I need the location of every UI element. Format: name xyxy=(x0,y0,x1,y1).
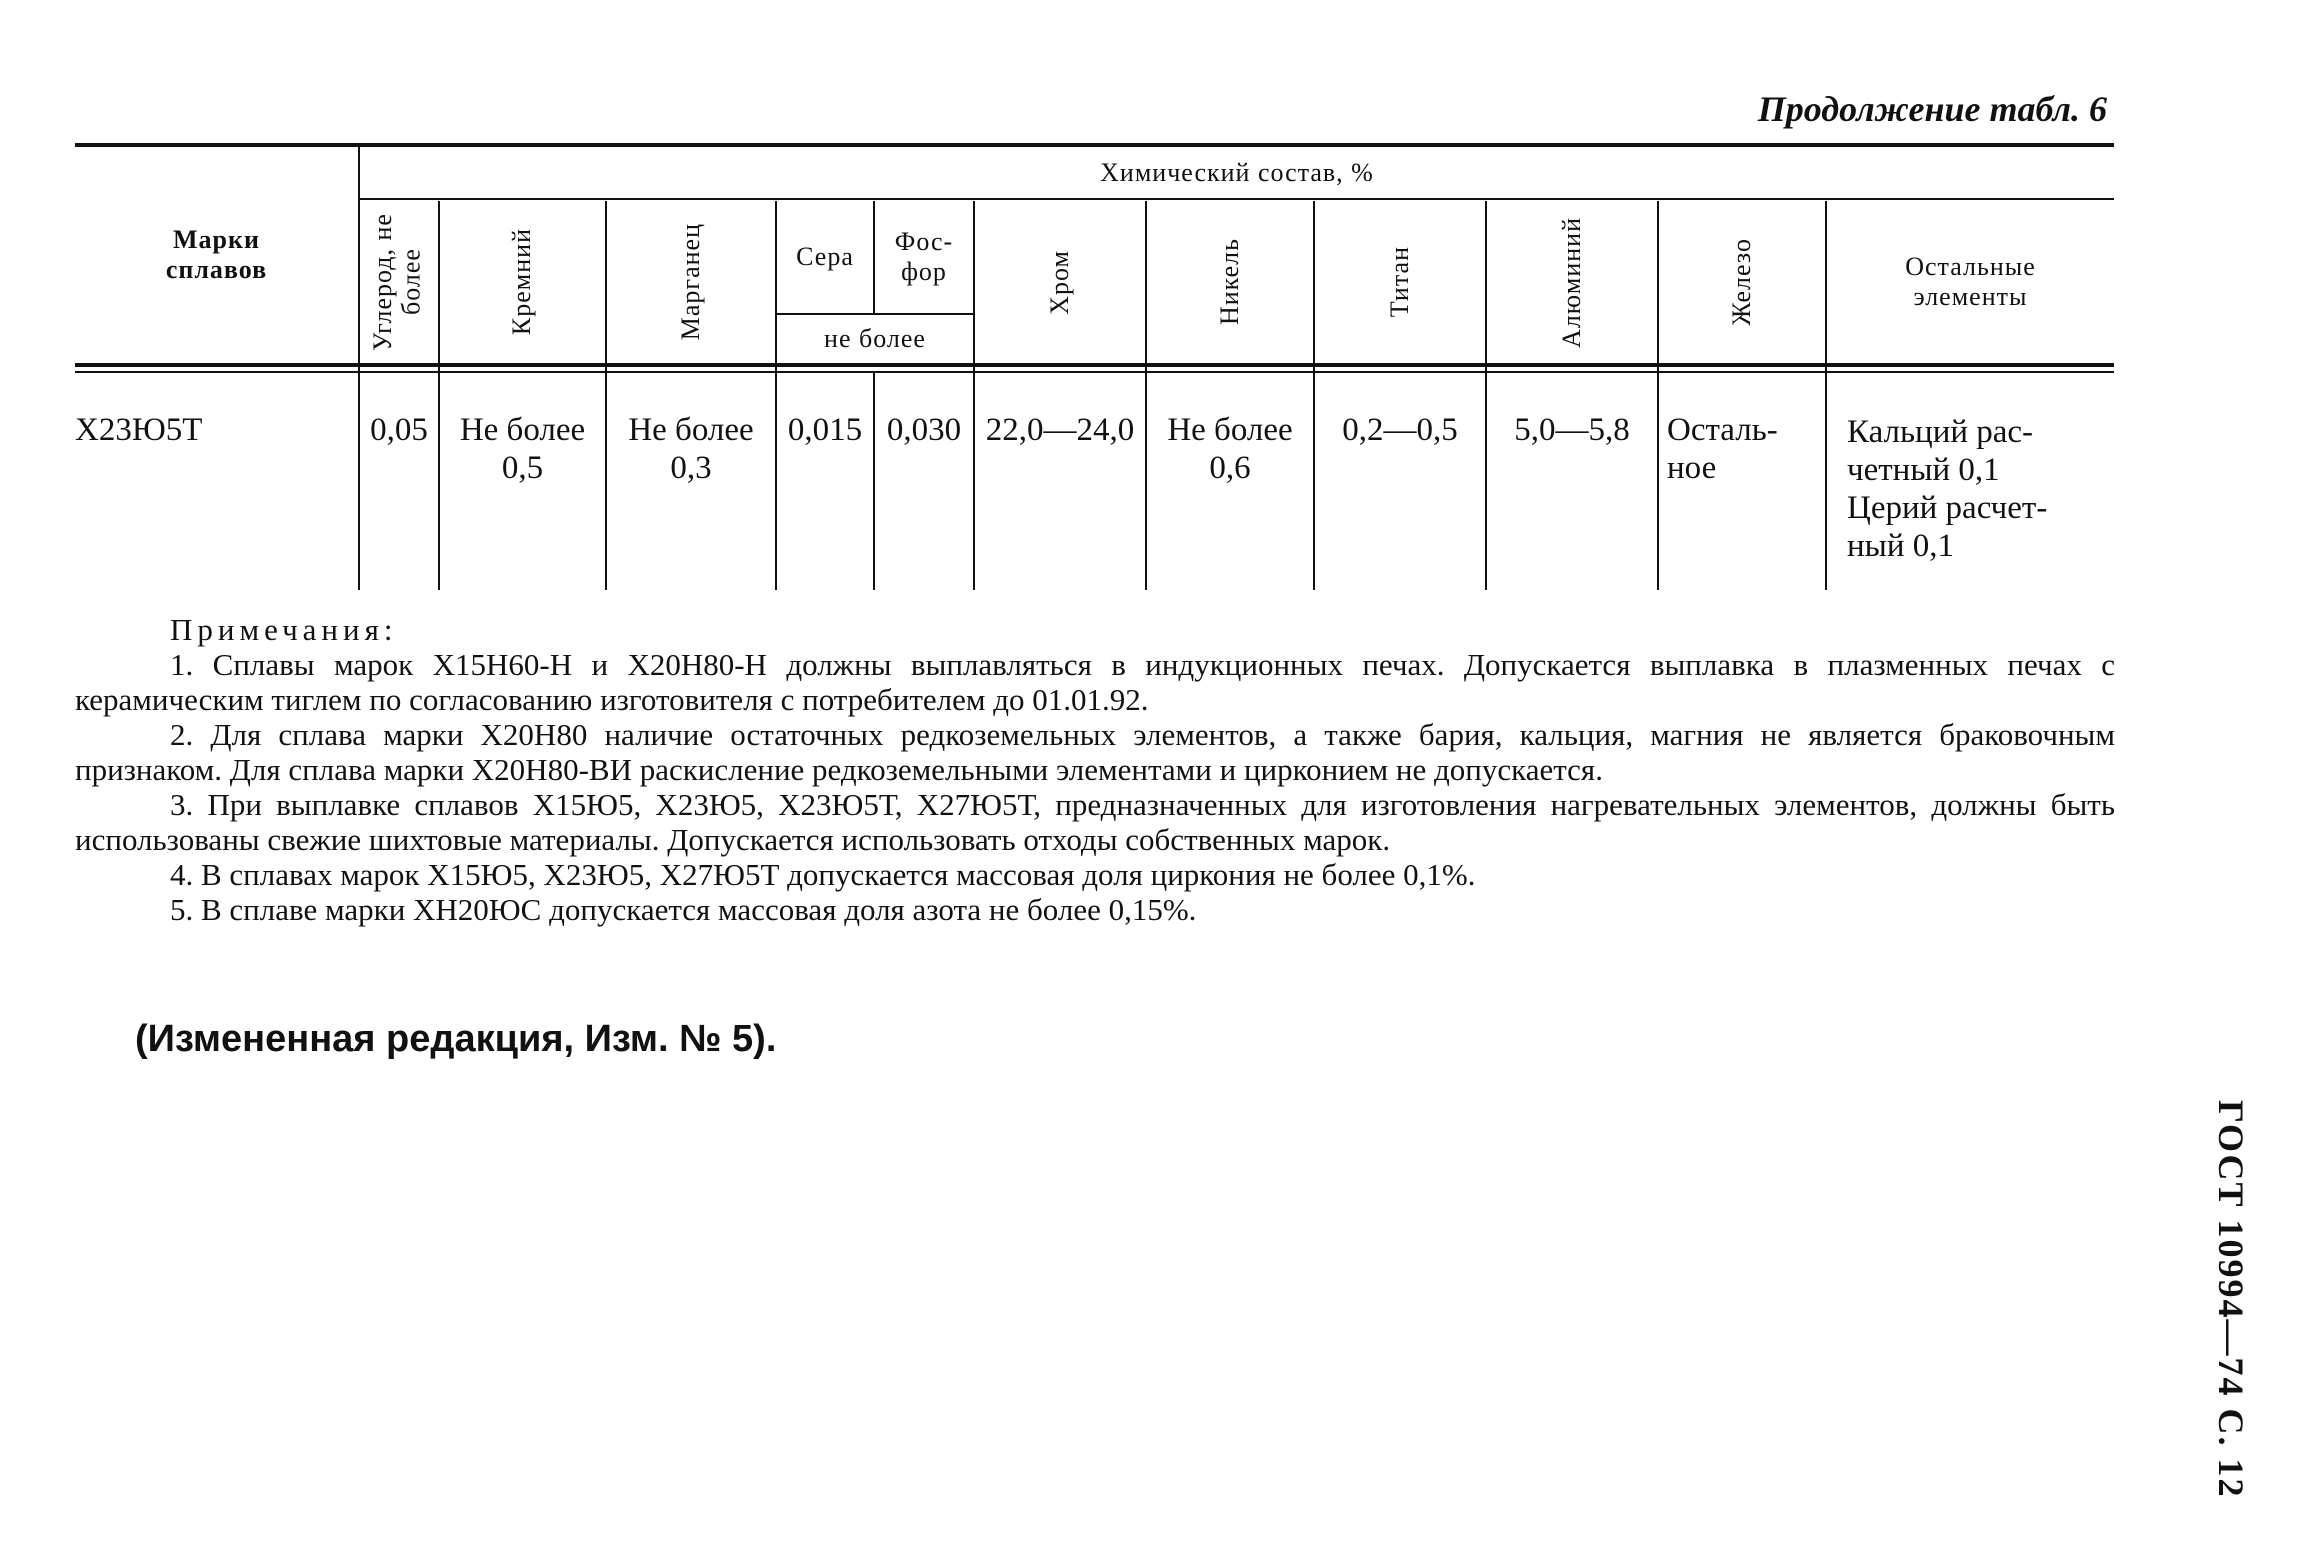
header-not-more xyxy=(777,315,973,363)
header-carbon-text: Углерод, не более xyxy=(368,213,426,351)
header-grade xyxy=(75,147,358,363)
note-item: 3. При выплавке сплавов Х15Ю5, Х23Ю5, Х23Ю5Т, Х27Ю5Т, предназначенных для изготовления нагревательных элементов, должны быть использованы свежие шихтовые материалы. Допускается использовать отходы собственных марок. xyxy=(75,787,2115,857)
row-phosphorus xyxy=(875,411,973,449)
note-item: 2. Для сплава марки Х20Н80 наличие остаточных редкоземельных элементов, а также бария, кальция, магния не является браковочным признаком. Для сплава марки Х20Н80-ВИ раскисление редкоземельными элементами и цирконием не допускается. xyxy=(75,717,2115,787)
row-carbon xyxy=(360,411,438,449)
row-titanium-text: 0,2—0,5 xyxy=(1342,412,1458,448)
row-phosphorus-text: 0,030 xyxy=(886,412,962,448)
row-aluminium-text: 5,0—5,8 xyxy=(1514,412,1630,448)
notes-title: Примечания: xyxy=(170,612,398,647)
row-nickel-line2: 0,6 xyxy=(1209,450,1251,486)
header-aluminium-text: Алюминий xyxy=(1556,216,1586,348)
header-not-more-text: не более xyxy=(824,324,926,354)
row-aluminium xyxy=(1487,411,1657,449)
header-other xyxy=(1827,201,2114,363)
table-continuation-label: Продолжение табл. 6 xyxy=(1757,89,2107,129)
header-sulfur-text: Сера xyxy=(796,242,854,272)
row-other-line2: четный 0,1 xyxy=(1847,452,2000,488)
header-silicon xyxy=(440,201,605,363)
row-silicon xyxy=(440,411,605,487)
row-chromium xyxy=(975,411,1145,449)
header-aluminium xyxy=(1487,201,1657,363)
header-bottom-rule xyxy=(75,363,2114,367)
header-manganese-text: Марганец xyxy=(675,223,705,341)
header-other-text: Остальные элементы xyxy=(1905,252,2036,311)
row-iron xyxy=(1667,411,1823,487)
header-bottom-rule-2 xyxy=(75,371,2114,373)
row-other-line4: ный 0,1 xyxy=(1847,528,1954,564)
header-nickel-text: Никель xyxy=(1214,238,1244,326)
notes-block xyxy=(75,612,2115,927)
composition-table xyxy=(75,143,2114,590)
row-titanium xyxy=(1315,411,1485,449)
note-item: 4. В сплавах марок Х15Ю5, Х23Ю5, Х27Ю5Т допускается массовая доля циркония не более 0,1%. xyxy=(170,857,1476,892)
header-titanium xyxy=(1315,201,1485,363)
header-sulfur xyxy=(777,201,873,313)
header-iron xyxy=(1659,201,1825,363)
row-nickel xyxy=(1147,411,1313,487)
row-nickel-line1: Не более xyxy=(1167,412,1293,448)
row-grade xyxy=(75,411,355,449)
row-carbon-text: 0,05 xyxy=(370,412,428,448)
col-divider xyxy=(873,373,875,590)
row-iron-line2: ное xyxy=(1667,450,1717,486)
row-silicon-line1: Не более xyxy=(459,412,586,448)
row-other-line1: Кальций рас- xyxy=(1847,414,2034,450)
header-titanium-text: Титан xyxy=(1384,246,1414,318)
row-other xyxy=(1847,413,2112,565)
header-nickel xyxy=(1147,201,1313,363)
row-other-line3: Церий расчет- xyxy=(1847,490,2048,526)
row-sulfur-text: 0,015 xyxy=(787,412,863,448)
header-chromium-text: Хром xyxy=(1044,249,1074,315)
row-sulfur xyxy=(777,411,873,449)
header-manganese xyxy=(607,201,775,363)
standard-page-label: ГОСТ 10994—74 С. 12 xyxy=(2211,1100,2251,1499)
row-manganese-line1: Не более xyxy=(628,412,754,448)
header-phosphorus-text: Фос-фор xyxy=(894,227,954,286)
header-iron-text: Железо xyxy=(1726,238,1756,326)
header-silicon-text: Кремний xyxy=(507,228,537,336)
row-chromium-text: 22,0—24,0 xyxy=(985,412,1135,448)
group-header-rule xyxy=(360,198,2114,200)
header-group xyxy=(360,147,2114,198)
header-chromium xyxy=(975,201,1145,363)
amendment-note: (Измененная редакция, Изм. № 5). xyxy=(135,1018,777,1060)
row-manganese-line2: 0,3 xyxy=(670,450,712,486)
row-iron-line1: Осталь- xyxy=(1667,412,1778,448)
header-carbon xyxy=(360,201,438,363)
note-item: 5. В сплаве марки ХН20ЮС допускается массовая доля азота не более 0,15%. xyxy=(170,892,1197,927)
row-manganese xyxy=(607,411,775,487)
header-group-text: Химический состав, % xyxy=(1100,157,1374,187)
note-item: 1. Сплавы марок Х15Н60-Н и Х20Н80-Н должны выплавляться в индукционных печах. Допускается выплавка в плазменных печах с керамическим тиглем по согласованию изготовителя с потребителем до 01.01.92. xyxy=(75,647,2115,717)
row-silicon-line2: 0,5 xyxy=(501,450,544,486)
header-phosphorus xyxy=(875,201,973,313)
header-grade-text: Марки сплавов xyxy=(165,225,268,284)
row-grade-text: Х23Ю5Т xyxy=(75,412,203,448)
